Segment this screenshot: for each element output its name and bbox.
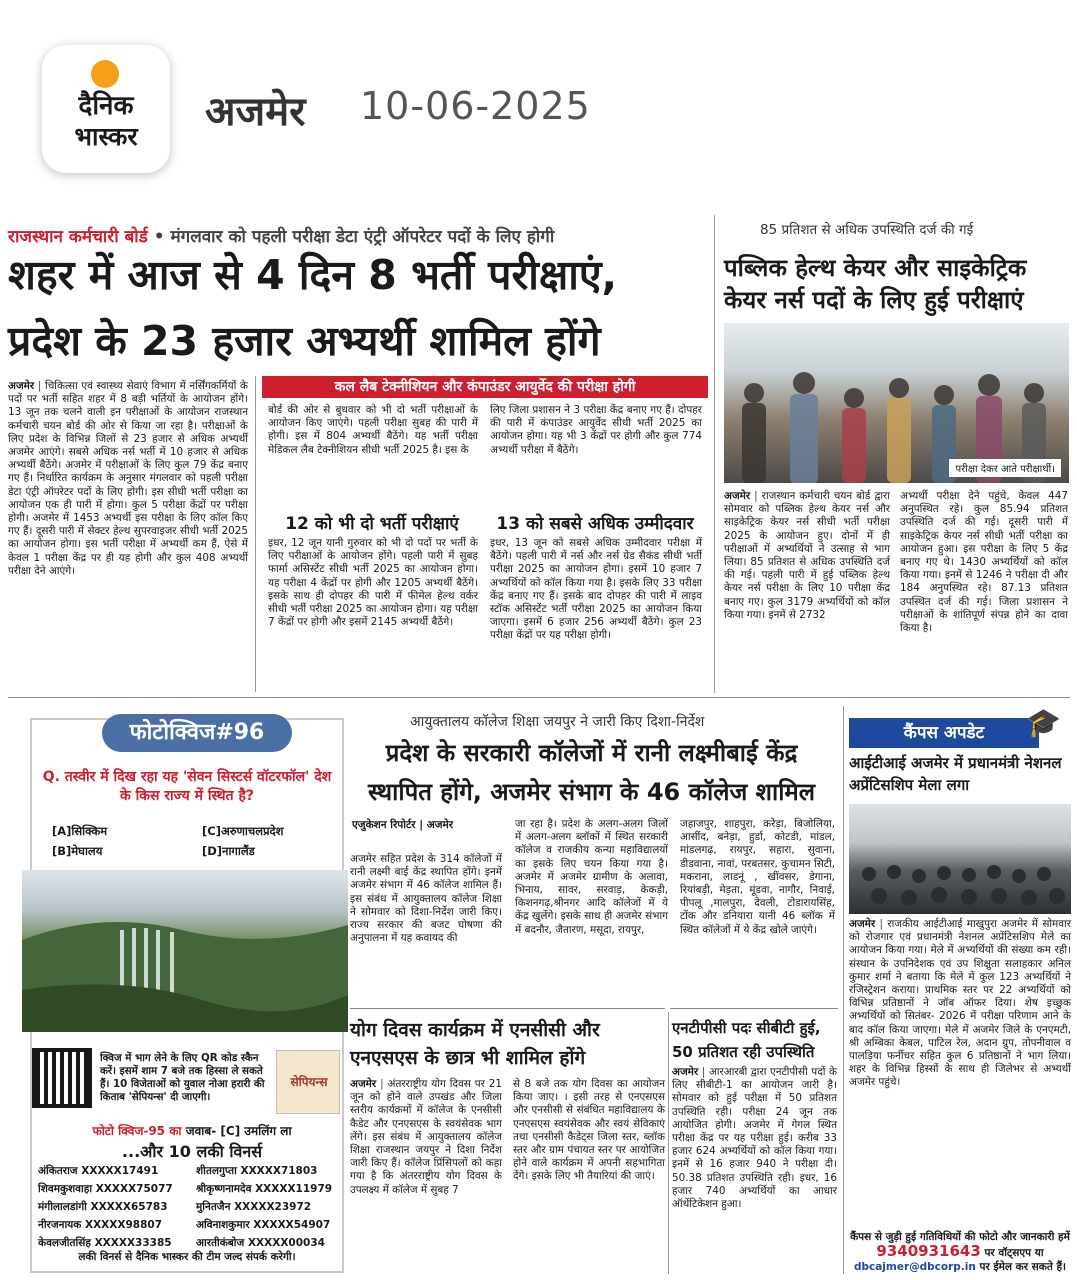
answer-prefix: फोटो क्विज-95 का bbox=[92, 1124, 182, 1138]
graduation-cap-icon: 🎓 bbox=[1026, 706, 1061, 739]
ntpc-body: अजमेर | आरआरबी द्वारा एनटीपीसी पदों के लिए सीबीटी-1 का आयोजन जारी है। सोमवार को हुई परीक्षा में 50 प्रतिशत उपस्थिति रही। परीक्षा 24 जून तक आयोजित होगी। अजमेर में गेगल स्थित परीक्षा केंद्र पर यह परीक्षा हुई। करीब 33 हजार 624 अभ्यर्थियों को कॉल किया गया। इनमें से 16 हजार 940 ने परीक्षा दी। 50.38 प्रतिशत उपस्थिति रही। इधर, 16 हजार 740 अभ्यर्थियों का आधार ऑथेंटिकेशन हुआ। bbox=[672, 1066, 837, 1211]
quiz-option-d: [D]नागालैंड bbox=[202, 844, 255, 858]
winner-name: मुनितजैन XXXXX23972 bbox=[196, 1201, 312, 1213]
quiz-title: फोटोक्विज#96 bbox=[102, 714, 292, 752]
subhead-13-june: 13 को सबसे अधिक उम्मीदवार bbox=[496, 514, 694, 534]
column-divider bbox=[255, 376, 256, 692]
waterfall-illustration bbox=[22, 870, 348, 1032]
apprenticeship-fair-photo bbox=[849, 804, 1071, 914]
main-kicker-rest: • मंगलवार को पहली परीक्षा डेटा एंट्री ऑपरेटर पदों के लिए होगी bbox=[153, 227, 555, 247]
campus-headline: आईटीआई अजमेर में प्रधानमंत्री नेशनल अप्रेंटिसशिप मेला लगा bbox=[849, 754, 1062, 794]
winner-name: अंकितराज XXXXX17491 bbox=[38, 1165, 159, 1177]
main-col3-top: लिए जिला प्रशासन ने 3 परीक्षा केंद्र बनाए गए हैं। दोपहर की पारी में कंपाउंडर आयुर्वेद सीधी भर्ती 2025 का आयोजन होगा। यह भी 3 केंद्रों पर होगी और कुल 774 अभ्यर्थी परीक्षा में बैठेंगे। bbox=[490, 404, 702, 456]
main-headline-line1: शहर में आज से 4 दिन 8 भर्ती परीक्षाएं, bbox=[8, 251, 618, 299]
winner-name: मंगीलालडांगी XXXXX65783 bbox=[38, 1201, 168, 1213]
photo-caption: परीक्षा देकर आते परीक्षार्थी। bbox=[949, 459, 1061, 477]
quiz-footer: लकी विनर्स से दैनिक भास्कर की टीम जल्द संपर्क करेगी। bbox=[78, 1251, 296, 1263]
dateline: अजमेर bbox=[672, 1066, 699, 1078]
hall-illustration bbox=[849, 804, 1071, 914]
college-byline: एजुकेशन रिपोर्टर | अजमेर bbox=[352, 819, 454, 831]
column-divider bbox=[843, 706, 844, 1274]
main-col1-text: चिकित्सा एवं स्वास्थ्य सेवाएं विभाग में नर्सिंगकर्मियों के पदों पर भर्ती सहित शहर में 8 बड़ी भर्तियों के आयोजन होंगे। 13 जून तक चलने वाली इन परीक्षाओं के आयोजन राजस्थान कर्मचारी चयन बोर्ड की ओर से किया जा रहा है। परीक्षाओं के लिए प्रदेश के विभिन्न जिलों से 23 हजार से अधिक अभ्यर्थी अजमेर आएंगे। सबसे अधिक नर्स भर्ती में 10 हजार से अधिक अभ्यर्थी बैठेंगे। अजमेर में परीक्षाओं के लिए कुल 79 केंद्र बनाए गए हैं। निर्धारित कार्यक्रम के अनुसार मंगलवार को पहली परीक्षा डेटा एंट्री ऑपरेटर पदों के लिए होगी। इस सीधी भर्ती परीक्षा का आयोजन एक ही पारी में होगा। कुल 5 परीक्षा केंद्रों पर परीक्षा होगी। अजमेर में 1453 अभ्यर्थी इस परीक्षा के लिए कॉल किए गए हैं। दूसरी पारी में सेक्टर हेल्थ सुपरवाइजर सीधी भर्ती 2025 का आयोजन होगा। इस भर्ती परीक्षा में अभ्यर्थी कम हैं, ऐसे में केवल 1 परीक्षा केंद्र पर ही यह होगी और कुल 408 अभ्यर्थी परीक्षा देने आएंगे। bbox=[8, 380, 248, 577]
contact-text: पर वॉट्सएप या bbox=[984, 1247, 1044, 1259]
main-kicker-red: राजस्थान कर्मचारी बोर्ड bbox=[8, 227, 148, 247]
winner-name: केवलजीतसिंह XXXXX33385 bbox=[38, 1237, 172, 1249]
campus-text: राजकीय आईटीआई माखुपुरा अजमेर में सोमवार को रोजगार एवं प्रधानमंत्री नेशनल अप्रेंटिसशिप मेले का आयोजन किया गया। मेले में अभ्यर्थियों की संख्या कम रही। संस्थान के उपनिदेशक एवं उप शिक्षुता सलाहकार अनिल कुमार शर्मा ने बताया कि मेले में कुल 123 अभ्यर्थियों ने रजिस्ट्रेशन कराया। प्राथमिक स्तर पर 22 अभ्यर्थियों को विभिन्न प्रतिष्ठानों ने जॉब ऑफर दिया। शेष इच्छुक अभ्यर्थियों को सितंबर- 2026 में परीक्षा परिणाम आने के बाद कॉल किया जाएगा। मेले में अजमेर जिले के एनएमटी, श्री अम्बिका केबल, पाटिल रेल, अदान ग्रुप, तोपनीवाल व पालड़िया फर्नीचर सहित कुल 6 प्रतिष्ठानों ने भाग लिया। शहर के विभिन्न हिस्सों के साथ ही जिलेभर से अभ्यर्थी अजमेर पहुंचे। bbox=[849, 918, 1071, 1089]
college-col2-text: जा रहा है। प्रदेश के अलग-अलग जिलों में अलग-अलग ब्लॉकों में स्थित सरकारी कॉलेज व राजकीय कन्या महाविद्यालयों का इसके लिए चयन किया गया है। अजमेर में अजमेर ग्रामीण के अलावा, भिनाय, सावर, सरवाड़, केकड़ी, किशनगढ़,श्रीनगर आदि कॉलेजों में ये केंद्र खुलेंगे। इसके साथ ही अजमेर संभाग में बदनौर, जैतारण, मसूदा, रायपुर, bbox=[515, 818, 668, 936]
edition-date: 10-06-2025 bbox=[360, 84, 591, 128]
campus-contact-box bbox=[849, 1230, 1071, 1274]
campus-update-band: कैंपस अपडेट bbox=[849, 718, 1039, 748]
yoga-col1: अजमेर | अंतरराष्ट्रीय योग दिवस पर 21 जून को होने वाले उपखंड और जिला स्तरीय कार्यक्रमों में कॉलेज के एनसीसी कैडेट और एनएसएस के स्वयंसेवक भाग लेंगे। इस संबंध में आयुक्तालय कॉलेज शिक्षा राजस्थान जयपुर ने दिशा निर्देश जारी किए हैं। कॉलेज प्रिंसिपलों को कहा गया है कि अंतरराष्ट्रीय योग दिवस के उपलक्ष्य में कॉलेज में सुबह 7 bbox=[350, 1078, 503, 1196]
contact-text: पर ईमेल कर सकते हैं। bbox=[979, 1261, 1067, 1273]
ntpc-text: आरआरबी द्वारा एनटीपीसी पदों के लिए सीबीटी-1 का आयोजन जारी है। सोमवार को हुई परीक्षा में 50 प्रतिशत उपस्थिति रही। परीक्षा 24 जून तक आयोजित होगी। अजमेर में गेगल स्थित परीक्षा केंद्र पर यह परीक्षा हुई। करीब 33 हजार 624 अभ्यर्थियों को कॉल किया गया। इनमें से 16 हजार 940 ने परीक्षा दी। 50.38 प्रतिशत उपस्थिति रही। इधर, 16 हजार 740 अभ्यर्थियों का आधार ऑथेंटिकेशन हुआ। bbox=[672, 1066, 837, 1211]
column-divider bbox=[668, 1012, 669, 1274]
yoga-headline: योग दिवस कार्यक्रम में एनसीसी और एनएसएस के छात्र भी शामिल होंगे bbox=[350, 1019, 600, 1069]
whatsapp-phone-number[interactable]: 9340931643 bbox=[876, 1242, 981, 1260]
college-headline-line1: प्रदेश के सरकारी कॉलेजों में रानी लक्ष्मीबाई केंद्र bbox=[385, 739, 798, 767]
qr-code[interactable] bbox=[32, 1048, 92, 1108]
quiz-option-b: [B]मेघालय bbox=[52, 844, 103, 858]
photo-quiz-box bbox=[30, 718, 344, 1273]
main-col2-top: बोर्ड की ओर से बुधवार को भी दो भर्ती परीक्षाओं के आयोजन किए जाएंगे। पहली परीक्षा सुबह की पारी में होगी। इस में 804 अभ्यर्थी बैठेंगे। यह भर्ती परीक्षा मेडिकल लैब टेक्नीशियन सीधी भर्ती 2025 है। इस के bbox=[268, 404, 478, 456]
section-divider bbox=[670, 1008, 838, 1009]
nurse-col1-text: राजस्थान कर्मचारी चयन बोर्ड द्वारा सोमवार को पब्लिक हेल्थ केयर नर्स और साइकेट्रिक केयर नर्स सीधी भर्ती परीक्षा 2025 के आयोजन हुए। दोनों में ही परीक्षाओं में अभ्यर्थियों ने उत्साह से भाग लिया। 85 प्रतिशत से अधिक उपस्थिति दर्ज की गई। पहली पारी में हुई पब्लिक हेल्थ केयर नर्स परीक्षा के लिए 10 परीक्षा केंद्र बनाए गए। कुल 3179 अभ्यर्थियों को कॉल किया गया। इनमें से 2732 bbox=[724, 490, 890, 621]
dainik-bhaskar-logo bbox=[42, 45, 170, 173]
college-col1-text: अजमेर सहित प्रदेश के 314 कॉलेजों में रानी लक्ष्मी बाई केंद्र स्थापित होंगे। इनमें अजमेर संभाग में 46 कॉलेज शामिल हैं। इस संबंध में आयुक्तालय कॉलेज शिक्षा ने सोमवार को दिशा-निर्देश जारी किए। राज्य सरकार की बजट घोषणा की अनुपालना में यह कवायद की bbox=[350, 853, 502, 945]
quiz-option-c: [C]अरुणाचलप्रदेश bbox=[202, 824, 284, 838]
dateline: अजमेर bbox=[724, 490, 751, 502]
winner-name: श्रीकृष्णनामदेव XXXXX11979 bbox=[196, 1183, 333, 1195]
winner-name: शिवमकुशवाहा XXXXX75077 bbox=[38, 1183, 173, 1195]
main-story-col1: अजमेर | चिकित्सा एवं स्वास्थ्य सेवाएं विभाग में नर्सिंगकर्मियों के पदों पर भर्ती सहित शहर में 8 बड़ी भर्तियों के आयोजन होंगे। 13 जून तक चलने वाली इन परीक्षाओं के आयोजन राजस्थान कर्मचारी चयन बोर्ड की ओर से किया जा रहा है। परीक्षाओं के लिए प्रदेश के विभिन्न जिलों से 23 हजार से अधिक अभ्यर्थी अजमेर आएंगे। सबसे अधिक नर्स भर्ती में 10 हजार से अधिक अभ्यर्थी बैठेंगे। अजमेर में परीक्षाओं के लिए कुल 79 केंद्र बनाए गए हैं। निर्धारित कार्यक्रम के अनुसार मंगलवार को पहली परीक्षा डेटा एंट्री ऑपरेटर पदों के लिए होगी। इस सीधी भर्ती परीक्षा का आयोजन एक ही पारी में होगा। कुल 5 परीक्षा केंद्रों पर परीक्षा होगी। अजमेर में 1453 अभ्यर्थी इस परीक्षा के लिए कॉल किए गए हैं। दूसरी पारी में सेक्टर हेल्थ सुपरवाइजर सीधी भर्ती 2025 का आयोजन होगा। इस भर्ती परीक्षा में अभ्यर्थी कम हैं, ऐसे में केवल 1 परीक्षा केंद्र पर ही यह होगी और कुल 408 अभ्यर्थी परीक्षा देने आएंगे। bbox=[8, 380, 248, 577]
dateline: अजमेर bbox=[350, 1078, 377, 1090]
nurse-story-headline: पब्लिक हेल्थ केयर और साइकेट्रिक केयर नर्स पदों के लिए हुई परीक्षाएं bbox=[724, 254, 1027, 314]
sapiens-book-cover bbox=[276, 1050, 340, 1114]
yoga-col1-text: अंतरराष्ट्रीय योग दिवस पर 21 जून को होने वाले उपखंड और जिला स्तरीय कार्यक्रमों में कॉलेज के एनसीसी कैडेट और एनएसएस के स्वयंसेवक भाग लेंगे। इस संबंध में आयुक्तालय कॉलेज शिक्षा राजस्थान जयपुर ने दिशा निर्देश जारी किए हैं। कॉलेज प्रिंसिपलों को कहा गया है कि अंतरराष्ट्रीय योग दिवस के उपलक्ष्य में कॉलेज में सुबह 7 bbox=[350, 1078, 503, 1196]
main-story-kicker bbox=[8, 224, 554, 247]
winner-name: आरतीकंबोज XXXXX00034 bbox=[196, 1237, 325, 1249]
lucky-winners-title: ...और 10 लकी विनर्स bbox=[121, 1142, 263, 1161]
campus-body: अजमेर | राजकीय आईटीआई माखुपुरा अजमेर में सोमवार को रोजगार एवं प्रधानमंत्री नेशनल अप्रेंटिसशिप मेले का आयोजन किया गया। मेले में अभ्यर्थियों की संख्या कम रही। संस्थान के उपनिदेशक एवं उप शिक्षुता सलाहकार अनिल कुमार शर्मा ने बताया कि मेले में कुल 123 अभ्यर्थियों ने रजिस्ट्रेशन कराया। प्राथमिक स्तर पर 22 अभ्यर्थियों को विभिन्न प्रतिष्ठानों ने जॉब ऑफर दिया। शेष इच्छुक अभ्यर्थियों को सितंबर- 2026 में परीक्षा परिणाम आने के बाद कॉल किया जाएगा। मेले में अजमेर जिले के एनएमटी, श्री अम्बिका केबल, पाटिल रेल, अदान ग्रुप, तोपनीवाल व पालड़िया फर्नीचर सहित कुल 6 प्रतिष्ठानों ने भाग लिया। शहर के विभिन्न हिस्सों के साथ ही जिलेभर से अभ्यर्थी अजमेर पहुंचे। bbox=[849, 918, 1071, 1089]
quiz-previous-answer bbox=[42, 1122, 342, 1139]
waterfall-photo bbox=[22, 870, 348, 1032]
main-sub1-text: इधर, 12 जून यानी गुरुवार को भी दो पदों पर भर्ती के लिए परीक्षाओं के आयोजन होंगे। पहली पारी में सुबह फार्मा असिस्टेंट सीधी भर्ती 2025 का आयोजन होगा। यह परीक्षा 4 केंद्रों पर होगी और 1205 अभ्यर्थी बैठेंगे। इसके साथ ही दोपहर की पारी में फीमेल हेल्थ वर्कर सीधी भर्ती परीक्षा 2025 का आयोजन होगा। यह परीक्षा 7 केंद्रों पर होगी और इसमें 2145 अभ्यर्थी बैठेंगे। bbox=[268, 537, 478, 629]
nurse-story-kicker: 85 प्रतिशत से अधिक उपस्थिति दर्ज की गई bbox=[760, 222, 974, 238]
ntpc-headline: एनटीपीसी पदः सीबीटी हुई, 50 प्रतिशत रही उपस्थिति bbox=[672, 1019, 821, 1061]
dateline: अजमेर bbox=[849, 918, 876, 930]
exam-candidates-photo bbox=[724, 323, 1069, 483]
subhead-12-june: 12 को भी दो भर्ती परीक्षाएं bbox=[285, 514, 459, 534]
winner-name: शीतलगुप्ता XXXXX71803 bbox=[196, 1165, 318, 1177]
section-divider bbox=[350, 1008, 665, 1009]
section-divider bbox=[8, 697, 1070, 698]
main-headline-line2: प्रदेश के 23 हजार अभ्यर्थी शामिल होंगे bbox=[8, 317, 601, 365]
winner-name: नीरजनायक XXXXX98807 bbox=[38, 1219, 162, 1231]
nurse-col1: अजमेर | राजस्थान कर्मचारी चयन बोर्ड द्वारा सोमवार को पब्लिक हेल्थ केयर नर्स और साइकेट्रिक केयर नर्स सीधी भर्ती परीक्षा 2025 के आयोजन हुए। दोनों में ही परीक्षाओं में अभ्यर्थियों ने उत्साह से भाग लिया। 85 प्रतिशत से अधिक उपस्थिति दर्ज की गई। पहली पारी में हुई पब्लिक हेल्थ केयर नर्स परीक्षा के लिए 10 परीक्षा केंद्र बनाए गए। कुल 3179 अभ्यर्थियों को कॉल किया गया। इनमें से 2732 bbox=[724, 490, 890, 621]
column-divider bbox=[714, 215, 715, 693]
quiz-option-a: [A]सिक्किम bbox=[52, 824, 108, 838]
college-col3-text: जहाजपुर, शाहपुरा, करेड़ा, बिजोलिया, आसींद, बनेड़ा, हुर्डा, कोटडी, मांडल, मांडलगढ़, रायपुर, सहारा, सुवाना, डीडवाना, नावां, परबतसर, कुचामन सिटी, मकराना, लाडनूं , खींवसर, डेगाना, रियांबड़ी, मेड़ता, मूंडवा, नागौर, निवाई, पीपलू ,मालपुरा, देवली, टोडारायसिंह, टोंक और डनियारा यानी 46 ब्लॉक में स्थित कॉलेजों में ये केंद्र खोले जाएंगे। bbox=[680, 818, 835, 936]
college-headline-line2: स्थापित होंगे, अजमेर संभाग के 46 कॉलेज शामिल bbox=[367, 778, 816, 806]
contact-email[interactable]: dbcajmer@dbcorp.in bbox=[853, 1261, 976, 1273]
main-red-band: कल लैब टेक्नीशियन और कंपाउंडर आयुर्वेद की परीक्षा होगी bbox=[262, 376, 708, 398]
book-title: सेपियन्स bbox=[290, 1075, 328, 1089]
sun-logo-icon bbox=[91, 60, 119, 88]
quiz-instructions: क्विज में भाग लेने के लिए QR कोड स्कैन करें। इसमें शाम 7 बजे तक हिस्सा ले सकते हैं। 10 विजेताओं को युवाल नोआ हरारी की किताब 'सेपियन्स' दी जाएगी। bbox=[100, 1052, 265, 1103]
winner-name: अविनाशकुमार XXXXX54907 bbox=[196, 1219, 331, 1231]
logo-text-line2: भास्कर bbox=[74, 122, 138, 151]
logo-text-line1: दैनिक bbox=[78, 91, 134, 121]
nurse-col2-text: अभ्यर्थी परीक्षा देने पहुंचे, केवल 447 अनुपस्थित रहे। कुल 85.94 प्रतिशत उपस्थिति दर्ज की गई। दूसरी पारी में साइकेट्रिक केयर नर्स सीधी भर्ती परीक्षा का आयोजन हुआ। इस परीक्षा के लिए 5 केंद्र बनाए गए थे। 1430 अभ्यर्थियों को कॉल किया गया। इनमें से 1246 ने परीक्षा दी और 184 अनुपस्थित रहे। 87.13 प्रतिशत उपस्थित दर्ज की गई। जिला प्रशासन ने परीक्षाओं के शांतिपूर्ण संपन्न होने का दावा किया है। bbox=[900, 490, 1068, 635]
quiz-question: Q. तस्वीर में दिख रहा यह 'सेवन सिस्टर्स वॉटरफॉल' देश के किस राज्य में स्थित है? bbox=[42, 769, 332, 804]
college-story-kicker: आयुक्तालय कॉलेज शिक्षा जयपुर ने जारी किए दिशा-निर्देश bbox=[410, 714, 705, 730]
dateline: अजमेर bbox=[8, 380, 35, 392]
contact-text: कैंपस से जुड़ी हुई गतिविधियों की फोटो और जानकारी हमें bbox=[850, 1231, 1070, 1243]
edition-city: अजमेर bbox=[205, 89, 306, 135]
answer-text: जवाब- [C] उमलिंग ला bbox=[185, 1124, 292, 1138]
main-sub2-text: इधर, 13 जून को सबसे अधिक उम्मीदवार परीक्षा में बैठेंगे। पहली पारी में नर्स और नर्स ग्रेड सैकंड सीधी भर्ती परीक्षा 2025 का आयोजन होगा। इसमें 10 हजार 7 अभ्यर्थियों को कॉल किया गया है। इसके लिए 33 परीक्षा केंद्र बनाए गए हैं। इसके बाद दोपहर की पारी में लाइव स्टॉक असिस्टेंट भर्ती परीक्षा 2025 का आयोजन किया जाएगा। इसमें 6 हजार 256 अभ्यर्थी बैठेंगे। कुल 23 परीक्षा केंद्रों पर यह परीक्षा होगी। bbox=[490, 537, 702, 642]
yoga-col2-text: से 8 बजे तक योग दिवस का आयोजन किया जाए। । इसी तरह से एनएसएस और एनसीसी से संबंधित महाविद्यालय के एनएसएस स्वयंसेवक और स्वयं सेविकाएं तथा एनसीसी कैडेट्स जिला स्तर, ब्लॉक स्तर और ग्राम पंचायत स्तर पर आयोजित होने वाले कार्यक्रम में अपनी सहभागिता देंगे। इसके लिए भी तैयारियां की जाएं। bbox=[513, 1078, 665, 1183]
